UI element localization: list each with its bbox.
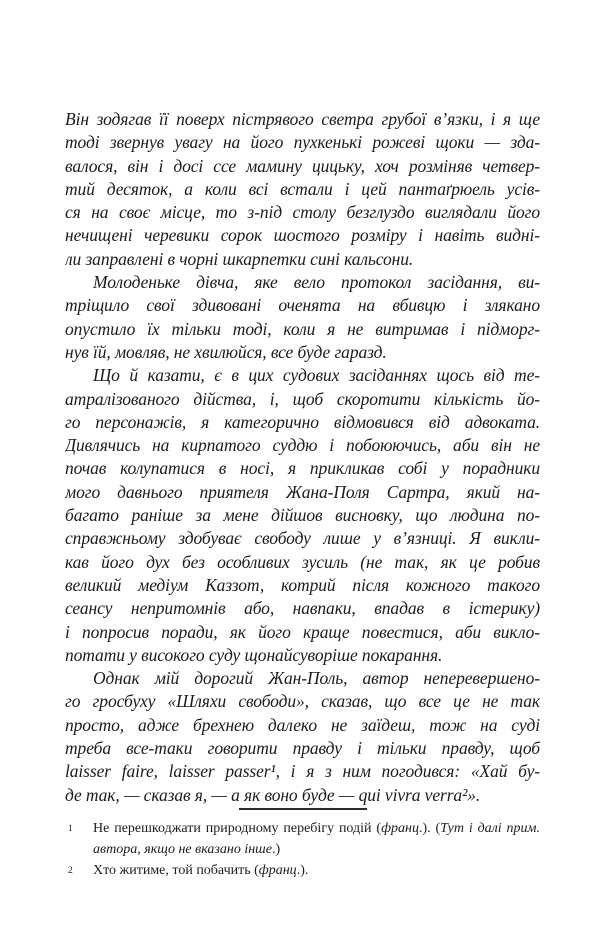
text-line: го гросбуху «Шляхи свободи», сказав, що все це не так [65, 691, 540, 712]
text-line: нув їй, мовляв, не хвилюйся, все буде гаразд. [65, 341, 387, 362]
text-line: просто, адже брехнею далеко не заїдеш, тож на суді [65, 714, 540, 735]
footnotes [65, 818, 540, 882]
text-line: мого давнього приятеля Жана-Поля Сартра, який на- [65, 481, 540, 502]
paragraph [65, 108, 540, 271]
footnote-text: Хто житиме, той побачить (франц.). [93, 862, 309, 878]
text-line: кав його дух без особливих зусиль (не так, як це робив [65, 551, 540, 572]
text-line: сеансу непритомнів або, навпаки, впадав в істерику) [65, 598, 540, 619]
text-line: багато раніше за мене дійшов висновку, що людина по- [65, 505, 540, 526]
footnote [65, 860, 540, 882]
text-line: Дивлячись на кирпатого суддю і побоюючись, аби він не [65, 435, 540, 456]
text-line: го персонажів, я категорично відмовився від адвоката. [65, 411, 540, 432]
book-page-text-block [65, 108, 540, 882]
text-line: тріщило свої здивовані оченята на вбивцю і злякано [65, 295, 540, 316]
text-line: laisser faire, laisser passer¹, і я з ним погодився: «Хай бу- [65, 761, 540, 782]
paragraph [65, 667, 540, 807]
footnote-marker: 2 [68, 865, 73, 876]
text-line: Що й казати, є в цих судових засіданнях щось від те- [93, 365, 540, 386]
text-line: великий медіум Каззот, котрий після кожного такого [65, 574, 540, 595]
text-line: опустило їх тільки тоді, коли я не витримав і підморг- [65, 318, 540, 339]
text-line: тий десяток, а коли всі встали і цей пантаґрюель усів- [65, 178, 540, 199]
text-line: де так, — сказав я, — а як воно буде — qui vivra verra²». [65, 784, 481, 805]
paragraph [65, 271, 540, 364]
footnote-separator [239, 808, 367, 810]
body-text [65, 108, 540, 807]
text-line: треба все-таки говорити правду і тільки правду, щоб [65, 738, 540, 759]
text-line: тоді звернув увагу на його пухкенькі рожеві щоки — зда- [65, 132, 540, 153]
text-line: і попросив поради, як його краще повестися, аби викло- [65, 621, 540, 642]
paragraph [65, 364, 540, 667]
footnote-marker: 1 [68, 823, 73, 834]
text-line: справжньому здобуває свободу лише у в’язниці. Я викли- [65, 528, 540, 549]
footnote-text: Не перешкоджати природному перебігу подій (франц.). (Тут і далі прим. автора, якщо не вказано інше.) [93, 820, 540, 857]
text-line: потати у високого суду щонайсуворіше покарання. [65, 644, 443, 665]
text-line: нечищені черевики сорок шостого розміру і навіть видні- [65, 225, 540, 246]
text-line: Молоденьке дівча, яке вело протокол засідання, ви- [93, 272, 540, 293]
text-line: почав колупатися в носі, я прикликав собі у порадники [65, 458, 540, 479]
footnote [65, 818, 540, 860]
text-line: атралізованого дійства, і, щоб скоротити кількість йо- [65, 388, 540, 409]
text-line: валося, він і досі ссе мамину цицьку, хоч розміняв четвер- [65, 155, 540, 176]
text-line: ся на своє місце, то з-під столу безглуздо виглядали його [65, 202, 540, 223]
text-line: ли заправлені в чорні шкарпетки сині кальсони. [65, 248, 414, 269]
text-line: Він зодягав її поверх пістрявого светра грубої в’язки, і я ще [65, 109, 540, 129]
text-line: Однак мій дорогий Жан-Поль, автор неперевершено- [93, 668, 540, 689]
